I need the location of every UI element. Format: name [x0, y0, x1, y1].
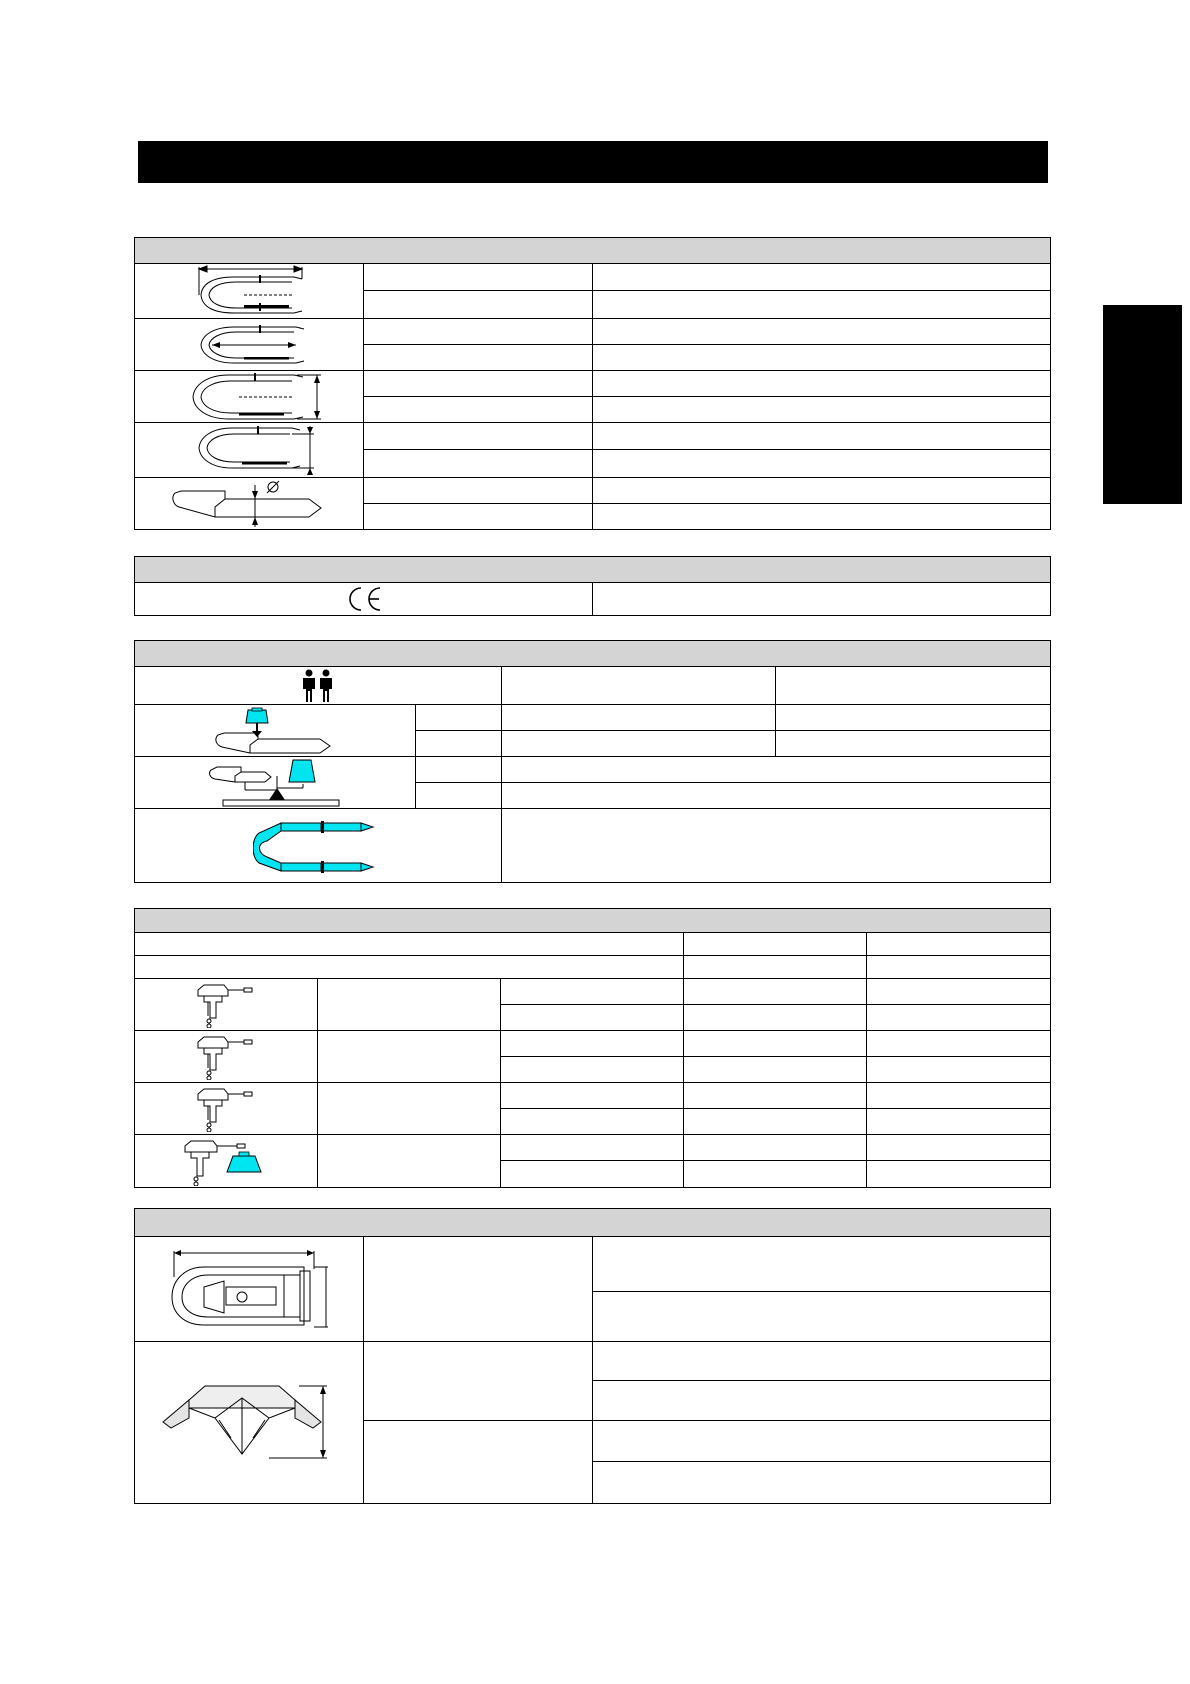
- tube-diameter-diagram-icon: [169, 479, 329, 529]
- packing-value-cell: [593, 1381, 1051, 1421]
- engine-value-cell: [867, 979, 1051, 1005]
- outboard-motor-icon: [194, 1086, 258, 1132]
- engine-value-cell: [684, 1031, 867, 1057]
- dimension-value-cell: [593, 397, 1051, 423]
- packing-value-cell: [593, 1237, 1051, 1292]
- engine-value-cell: [867, 956, 1051, 979]
- boat-top-view-cell: [135, 1237, 364, 1342]
- engine-value-cell: [684, 1135, 867, 1161]
- page-title-bar: [138, 141, 1048, 183]
- payload-cell: [135, 705, 416, 757]
- engine-value-cell: [684, 979, 867, 1005]
- boat-length-diagram-cell: [135, 264, 364, 319]
- engine-sub-cell: [501, 1135, 684, 1161]
- air-chambers-cell: [135, 809, 502, 883]
- dimension-label-cell: [364, 478, 593, 504]
- boat-inner-length-diagram-cell: [135, 319, 364, 371]
- packing-value-cell: [593, 1462, 1051, 1504]
- boat-packed-view-icon: [159, 1378, 339, 1468]
- dimension-value-cell: [593, 291, 1051, 319]
- outboard-motor-weight-cell: [135, 1135, 318, 1188]
- ce-mark-cell: [135, 583, 593, 616]
- engine-label-cell: [135, 956, 684, 979]
- capacity-value-cell: [502, 705, 776, 731]
- engine-value-cell: [867, 933, 1051, 956]
- outboard-motor-icon: [194, 1034, 258, 1080]
- certification-header: [135, 557, 1051, 583]
- capacity-value-cell: [502, 809, 1051, 883]
- dimension-label-cell: [364, 264, 593, 291]
- dimension-value-cell: [593, 423, 1051, 450]
- capacity-value-cell: [776, 705, 1051, 731]
- capacity-value-cell: [502, 783, 1051, 809]
- outboard-motor-cell: [135, 1031, 318, 1083]
- capacity-value-cell: [776, 667, 1051, 705]
- engine-value-cell: [867, 1005, 1051, 1031]
- capacity-value-cell: [502, 731, 776, 757]
- dimension-value-cell: [593, 319, 1051, 345]
- certification-value-cell: [593, 583, 1051, 616]
- ce-mark-icon: [344, 585, 384, 613]
- boat-length-diagram-icon: [174, 265, 324, 317]
- engine-sub-cell: [501, 1031, 684, 1057]
- engine-sub-cell: [501, 1109, 684, 1135]
- dimension-label-cell: [364, 504, 593, 530]
- engine-label-cell: [318, 1031, 501, 1083]
- boat-inner-length-diagram-icon: [174, 321, 324, 369]
- capacity-value-cell: [502, 757, 1051, 783]
- boat-top-view-icon: [164, 1247, 334, 1331]
- outboard-motor-cell: [135, 979, 318, 1031]
- dimension-label-cell: [364, 397, 593, 423]
- packing-label-cell: [364, 1421, 593, 1504]
- boat-width-diagram-cell: [135, 371, 364, 423]
- engine-label-cell: [135, 933, 684, 956]
- capacity-table: [134, 640, 1051, 883]
- boat-packed-view-cell: [135, 1342, 364, 1504]
- capacity-sub-cell: [416, 731, 502, 757]
- engine-value-cell: [867, 1135, 1051, 1161]
- outboard-motor-cell: [135, 1083, 318, 1135]
- engine-sub-cell: [501, 1161, 684, 1188]
- payload-icon: [210, 707, 340, 755]
- engine-value-cell: [684, 1109, 867, 1135]
- dimension-value-cell: [593, 371, 1051, 397]
- engine-value-cell: [684, 1005, 867, 1031]
- engine-sub-cell: [501, 1005, 684, 1031]
- engine-header: [135, 909, 1051, 933]
- engine-table: [134, 908, 1051, 1188]
- dimension-label-cell: [364, 291, 593, 319]
- engine-sub-cell: [501, 979, 684, 1005]
- boat-width-diagram-icon: [169, 372, 329, 422]
- dimension-label-cell: [364, 319, 593, 345]
- outboard-motor-icon: [194, 982, 258, 1028]
- air-chambers-icon: [253, 819, 383, 873]
- engine-sub-cell: [501, 1057, 684, 1083]
- boat-inner-width-diagram-icon: [174, 424, 324, 476]
- certification-table: [134, 556, 1051, 616]
- tube-diameter-diagram-cell: [135, 478, 364, 530]
- capacity-value-cell: [776, 731, 1051, 757]
- capacity-sub-cell: [416, 705, 502, 731]
- dimension-label-cell: [364, 450, 593, 478]
- engine-value-cell: [684, 1161, 867, 1188]
- engine-sub-cell: [501, 1083, 684, 1109]
- section-side-tab: [1103, 305, 1182, 504]
- packing-label-cell: [364, 1342, 593, 1421]
- capacity-value-cell: [502, 667, 776, 705]
- packing-header: [135, 1209, 1051, 1237]
- engine-value-cell: [867, 1109, 1051, 1135]
- engine-value-cell: [684, 956, 867, 979]
- persons-icon: [300, 669, 336, 703]
- dimensions-header: [135, 238, 1051, 264]
- persons-cell: [135, 667, 502, 705]
- boat-inner-width-diagram-cell: [135, 423, 364, 478]
- balance-load-cell: [135, 757, 416, 809]
- dimension-value-cell: [593, 264, 1051, 291]
- engine-label-cell: [318, 1083, 501, 1135]
- dimension-value-cell: [593, 478, 1051, 504]
- packing-value-cell: [593, 1292, 1051, 1342]
- packing-table: [134, 1208, 1051, 1504]
- dimension-value-cell: [593, 345, 1051, 371]
- engine-value-cell: [867, 1161, 1051, 1188]
- packing-value-cell: [593, 1342, 1051, 1381]
- outboard-motor-weight-icon: [181, 1136, 271, 1186]
- capacity-sub-cell: [416, 783, 502, 809]
- dimension-label-cell: [364, 423, 593, 450]
- dimension-label-cell: [364, 371, 593, 397]
- packing-value-cell: [593, 1421, 1051, 1462]
- engine-value-cell: [684, 1083, 867, 1109]
- engine-value-cell: [684, 933, 867, 956]
- engine-value-cell: [684, 1057, 867, 1083]
- engine-value-cell: [867, 1057, 1051, 1083]
- dimensions-table: [134, 237, 1051, 530]
- capacity-sub-cell: [416, 757, 502, 783]
- packing-label-cell: [364, 1237, 593, 1342]
- engine-label-cell: [318, 1135, 501, 1188]
- engine-value-cell: [867, 1031, 1051, 1057]
- dimension-value-cell: [593, 504, 1051, 530]
- engine-label-cell: [318, 979, 501, 1031]
- engine-value-cell: [867, 1083, 1051, 1109]
- dimension-label-cell: [364, 345, 593, 371]
- dimension-value-cell: [593, 450, 1051, 478]
- balance-load-icon: [205, 758, 345, 808]
- capacity-header: [135, 641, 1051, 667]
